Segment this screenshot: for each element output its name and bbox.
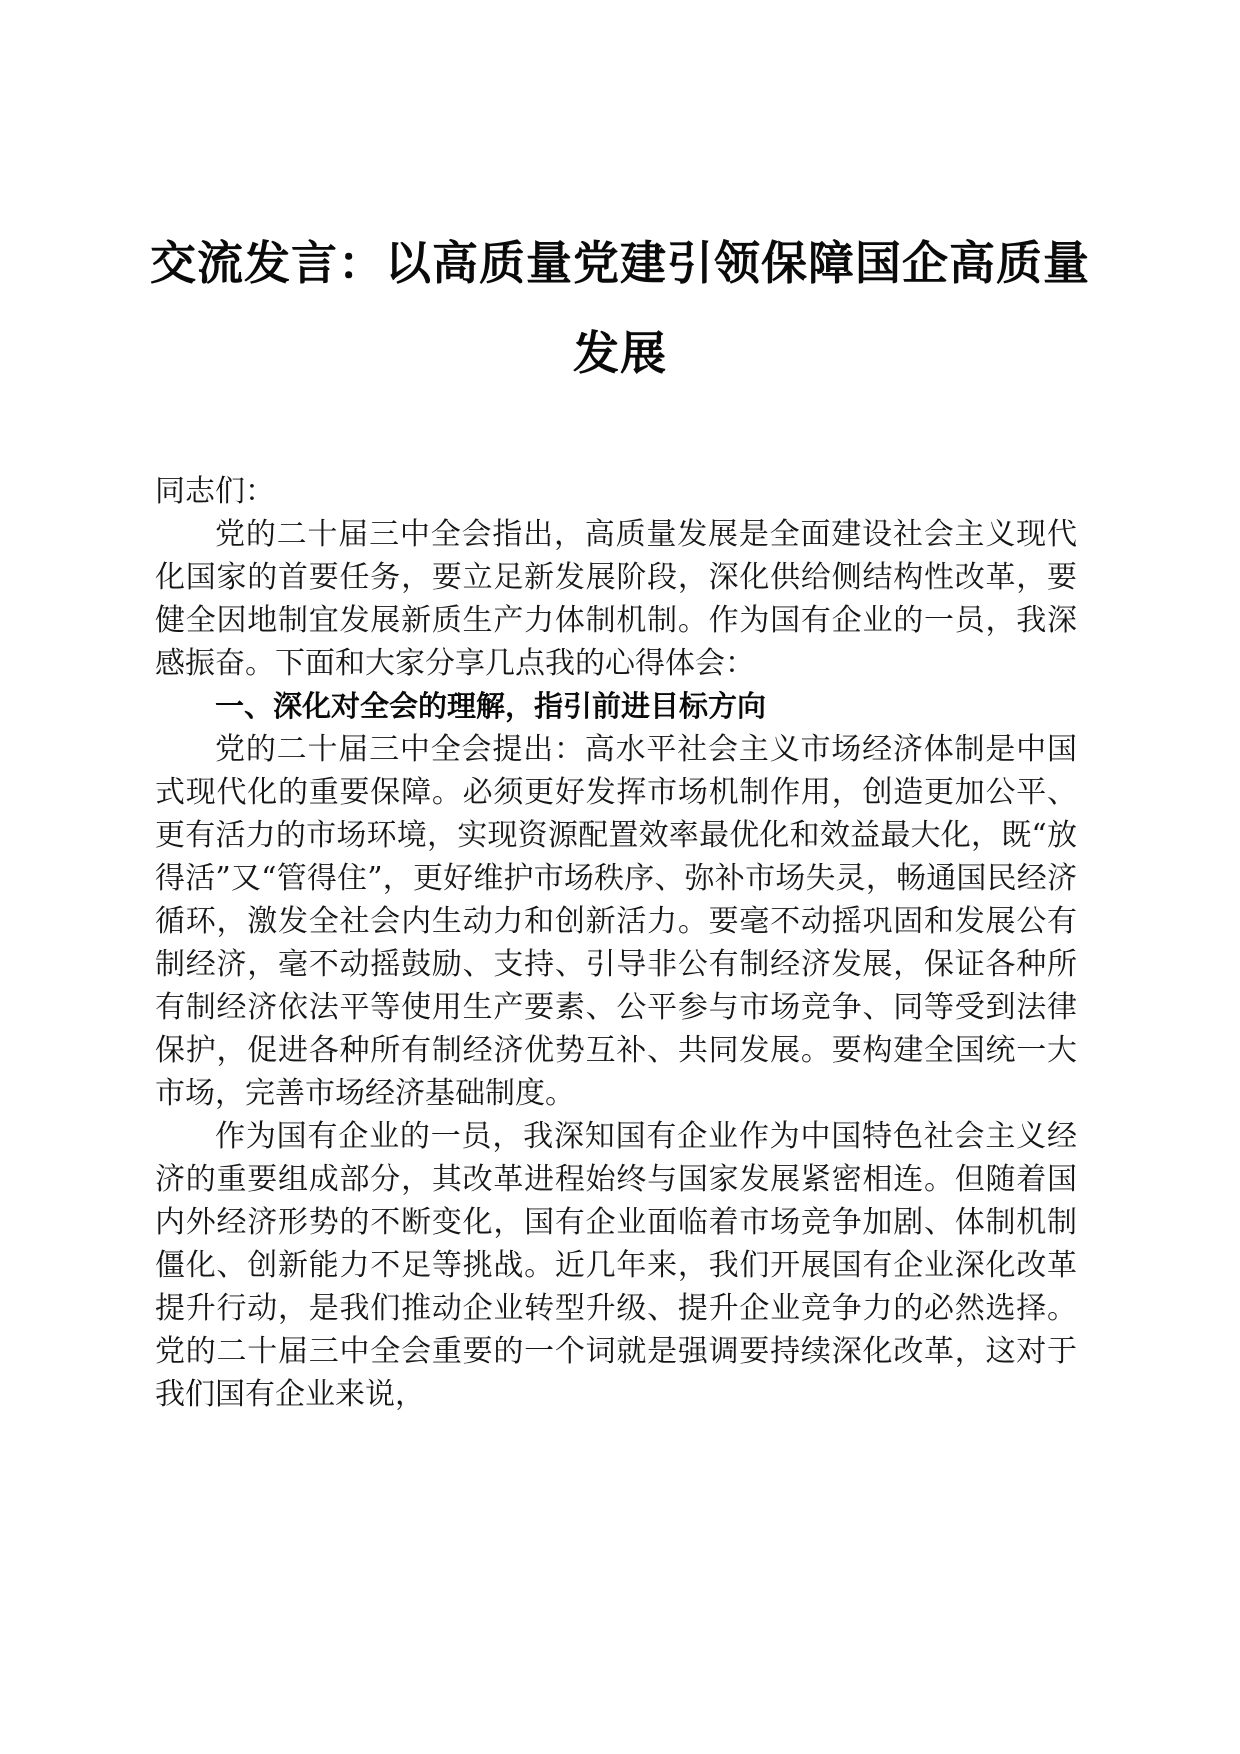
- intro-paragraph: 党的二十届三中全会指出，高质量发展是全面建设社会主义现代化国家的首要任务，要立足新发展阶段，深化供给侧结构性改革，要健全因地制宜发展新质生产力体制机制。作为国有企业的一员，我深感振奋。下面和大家分享几点我的心得体会：: [155, 517, 1077, 681]
- section-1-paragraph-1: 党的二十届三中全会提出：高水平社会主义市场经济体制是中国式现代化的重要保障。必须更好发挥市场机制作用，创造更加公平、更有活力的市场环境，实现资源配置效率最优化和效益最大化，既“放得活”又“管得住”，更好维护市场秩序、弥补市场失灵，畅通国民经济循环，激发全社会内生动力和创新活力。要毫不动摇巩固和发展公有制经济，毫不动摇鼓励、支持、引导非公有制经济发展，保证各种所有制经济依法平等使用生产要素、公平参与市场竞争、同等受到法律保护，促进各种所有制经济优势互补、共同发展。要构建全国统一大市场，完善市场经济基础制度。: [155, 732, 1077, 1111]
- salutation: 同志们：: [155, 474, 275, 509]
- section-1-paragraph-2: 作为国有企业的一员，我深知国有企业作为中国特色社会主义经济的重要组成部分，其改革进程始终与国家发展紧密相连。但随着国内外经济形势的不断变化，国有企业面临着市场竞争加剧、体制机制僵化、创新能力不足等挑战。近几年来，我们开展国有企业深化改革提升行动，是我们推动企业转型升级、提升企业竞争力的必然选择。党的二十届三中全会重要的一个词就是强调要持续深化改革，这对于我们国有企业来说，: [155, 1119, 1077, 1412]
- section-heading-1: 一、深化对全会的理解，指引前进目标方向: [215, 689, 767, 723]
- document-title: 交流发言：以高质量党建引领保障国企高质量发展: [150, 236, 1090, 380]
- document-body: [155, 470, 1077, 1416]
